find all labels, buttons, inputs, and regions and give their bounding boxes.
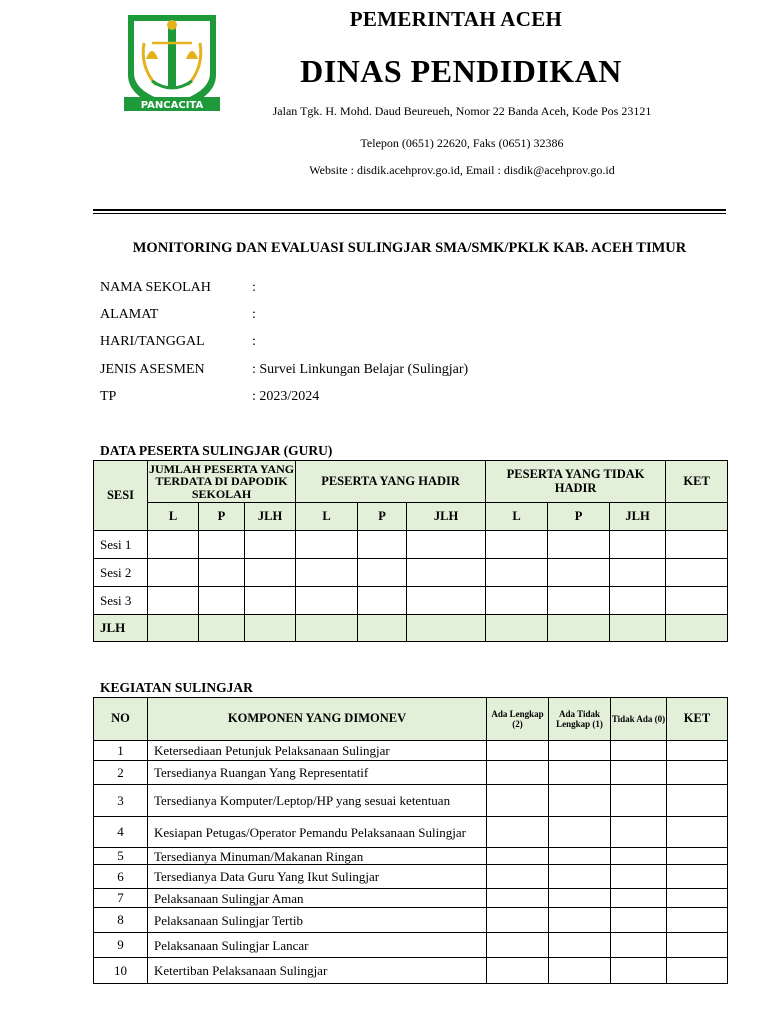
table-cell[interactable] bbox=[611, 908, 667, 933]
row-komponen: Tersedianya Data Guru Yang Ikut Sulingjar bbox=[148, 865, 487, 889]
table-cell[interactable] bbox=[487, 865, 549, 889]
field-label: HARI/TANGGAL bbox=[100, 334, 205, 349]
subheader-l: L bbox=[486, 503, 548, 531]
table-cell[interactable] bbox=[610, 531, 666, 559]
sesi-label: Sesi 3 bbox=[94, 587, 148, 615]
table-cell[interactable] bbox=[486, 559, 548, 587]
table-cell[interactable] bbox=[148, 531, 199, 559]
table-cell[interactable] bbox=[407, 615, 486, 642]
table-cell[interactable] bbox=[245, 615, 296, 642]
table-cell[interactable] bbox=[549, 865, 611, 889]
table-cell[interactable] bbox=[667, 865, 728, 889]
table-cell[interactable] bbox=[667, 761, 728, 785]
logo-caption: PANCACITA bbox=[140, 100, 204, 111]
table-cell[interactable] bbox=[486, 531, 548, 559]
document-title: MONITORING DAN EVALUASI SULINGJAR SMA/SMK/PKLK KAB. ACEH TIMUR bbox=[132, 240, 687, 256]
row-number: 1 bbox=[94, 741, 148, 761]
peserta-table bbox=[93, 460, 728, 642]
table-cell[interactable] bbox=[667, 848, 728, 865]
field-value: : bbox=[252, 280, 256, 295]
table-cell[interactable] bbox=[548, 531, 610, 559]
table-cell[interactable] bbox=[407, 531, 486, 559]
table-row-total bbox=[94, 615, 728, 642]
row-komponen: Pelaksanaan Sulingjar Lancar bbox=[148, 933, 487, 958]
header-government: PEMERINTAH ACEH bbox=[349, 7, 563, 31]
row-number: 8 bbox=[94, 908, 148, 933]
field-value: : 2023/2024 bbox=[252, 389, 320, 404]
field-label: TP bbox=[100, 389, 117, 404]
table-cell[interactable] bbox=[611, 958, 667, 984]
header-terdata: JUMLAH PESERTA YANG TERDATA DI DAPODIK SEKOLAH bbox=[148, 461, 295, 501]
table-row bbox=[94, 958, 728, 984]
header-ada-lengkap: Ada Lengkap (2) bbox=[487, 698, 549, 741]
table-cell[interactable] bbox=[199, 587, 245, 615]
row-number: 9 bbox=[94, 933, 148, 958]
table-cell[interactable] bbox=[487, 958, 549, 984]
header-tidak-hadir: PESERTA YANG TIDAK HADIR bbox=[486, 461, 666, 503]
table-row bbox=[94, 889, 728, 908]
table-cell[interactable] bbox=[245, 587, 296, 615]
table-cell[interactable] bbox=[610, 559, 666, 587]
table-cell[interactable] bbox=[358, 531, 407, 559]
table-cell[interactable] bbox=[407, 587, 486, 615]
subheader-jlh: JLH bbox=[245, 503, 296, 531]
row-number: 10 bbox=[94, 958, 148, 984]
row-number: 2 bbox=[94, 761, 148, 785]
table-cell[interactable] bbox=[667, 908, 728, 933]
subheader-ket-empty bbox=[666, 503, 728, 531]
field-value: : bbox=[252, 307, 256, 322]
table-cell[interactable] bbox=[666, 587, 728, 615]
subheader-p: P bbox=[358, 503, 407, 531]
row-komponen: Kesiapan Petugas/Operator Pemandu Pelaksanaan Sulingjar bbox=[148, 817, 487, 848]
header-agency: DINAS PENDIDIKAN bbox=[300, 53, 622, 89]
field-label: JENIS ASESMEN bbox=[100, 362, 205, 377]
table-cell[interactable] bbox=[296, 559, 358, 587]
header-ket: KET bbox=[667, 698, 728, 741]
header-website: Website : disdik.acehprov.go.id, Email : disdik@acehprov.go.id bbox=[309, 163, 615, 177]
row-komponen: Ketertiban Pelaksanaan Sulingjar bbox=[148, 958, 487, 984]
table-cell[interactable] bbox=[148, 615, 199, 642]
table-row bbox=[94, 933, 728, 958]
table-cell[interactable] bbox=[486, 587, 548, 615]
header-ada-tidak-lengkap: Ada Tidak Lengkap (1) bbox=[549, 698, 611, 741]
table-row bbox=[94, 559, 728, 587]
table-row bbox=[94, 761, 728, 785]
row-number: 5 bbox=[94, 848, 148, 865]
header-ket: KET bbox=[666, 461, 728, 503]
table-cell[interactable] bbox=[487, 908, 549, 933]
table-cell[interactable] bbox=[487, 817, 549, 848]
table-cell[interactable] bbox=[548, 615, 610, 642]
table-cell[interactable] bbox=[667, 741, 728, 761]
table-cell[interactable] bbox=[610, 615, 666, 642]
table-cell[interactable] bbox=[549, 889, 611, 908]
table-row bbox=[94, 741, 728, 761]
table-cell[interactable] bbox=[407, 559, 486, 587]
table-cell[interactable] bbox=[549, 785, 611, 817]
table-cell[interactable] bbox=[666, 531, 728, 559]
table-cell[interactable] bbox=[199, 559, 245, 587]
table-cell[interactable] bbox=[245, 559, 296, 587]
table-cell[interactable] bbox=[148, 587, 199, 615]
table-cell[interactable] bbox=[487, 848, 549, 865]
field-value: : Survei Linkungan Belajar (Sulingjar) bbox=[252, 362, 469, 377]
table-cell[interactable] bbox=[487, 761, 549, 785]
table-cell[interactable] bbox=[549, 958, 611, 984]
table-cell[interactable] bbox=[487, 933, 549, 958]
table-row bbox=[94, 531, 728, 559]
table-cell[interactable] bbox=[549, 761, 611, 785]
header-phone: Telepon (0651) 22620, Faks (0651) 32386 bbox=[360, 136, 564, 150]
subheader-p: P bbox=[199, 503, 245, 531]
table-row bbox=[94, 587, 728, 615]
table-cell[interactable] bbox=[487, 889, 549, 908]
row-komponen: Pelaksanaan Sulingjar Tertib bbox=[148, 908, 487, 933]
table-cell[interactable] bbox=[549, 741, 611, 761]
table-cell[interactable] bbox=[199, 531, 245, 559]
section-title-peserta: DATA PESERTA SULINGJAR (GURU) bbox=[100, 443, 333, 458]
field-value: : bbox=[252, 334, 256, 349]
table-cell[interactable] bbox=[487, 785, 549, 817]
subheader-jlh: JLH bbox=[610, 503, 666, 531]
row-number: 3 bbox=[94, 785, 148, 817]
table-cell[interactable] bbox=[666, 559, 728, 587]
field-label: ALAMAT bbox=[100, 307, 159, 322]
field-label: NAMA SEKOLAH bbox=[100, 280, 211, 295]
table-cell[interactable] bbox=[548, 559, 610, 587]
table-cell[interactable] bbox=[358, 587, 407, 615]
table-cell[interactable] bbox=[199, 615, 245, 642]
table-cell[interactable] bbox=[611, 817, 667, 848]
subheader-p: P bbox=[548, 503, 610, 531]
kegiatan-table bbox=[93, 697, 728, 984]
table-cell[interactable] bbox=[610, 587, 666, 615]
table-cell[interactable] bbox=[667, 889, 728, 908]
table-row bbox=[94, 865, 728, 889]
table-cell[interactable] bbox=[611, 889, 667, 908]
table-cell[interactable] bbox=[358, 615, 407, 642]
table-cell[interactable] bbox=[245, 531, 296, 559]
table-cell[interactable] bbox=[358, 559, 407, 587]
table-cell[interactable] bbox=[667, 933, 728, 958]
table-cell[interactable] bbox=[148, 559, 199, 587]
table-cell[interactable] bbox=[486, 615, 548, 642]
table-cell[interactable] bbox=[549, 933, 611, 958]
header-no: NO bbox=[94, 698, 148, 741]
table-cell[interactable] bbox=[611, 761, 667, 785]
table-cell[interactable] bbox=[296, 615, 358, 642]
row-komponen: Ketersediaan Petunjuk Pelaksanaan Sulingjar bbox=[148, 741, 487, 761]
table-cell[interactable] bbox=[611, 741, 667, 761]
subheader-l: L bbox=[296, 503, 358, 531]
header-sesi: SESI bbox=[94, 461, 148, 531]
table-row bbox=[94, 908, 728, 933]
section-title-kegiatan: KEGIATAN SULINGJAR bbox=[100, 680, 253, 695]
sesi-label: Sesi 2 bbox=[94, 559, 148, 587]
subheader-jlh: JLH bbox=[407, 503, 486, 531]
table-cell[interactable] bbox=[667, 958, 728, 984]
table-cell[interactable] bbox=[666, 615, 728, 642]
table-cell[interactable] bbox=[487, 741, 549, 761]
header-address: Jalan Tgk. H. Mohd. Daud Beureueh, Nomor 22 Banda Aceh, Kode Pos 23121 bbox=[272, 104, 652, 118]
table-cell[interactable] bbox=[611, 865, 667, 889]
header-komponen: KOMPONEN YANG DIMONEV bbox=[148, 698, 487, 741]
table-cell[interactable] bbox=[549, 817, 611, 848]
subheader-l: L bbox=[148, 503, 199, 531]
sesi-label: Sesi 1 bbox=[94, 531, 148, 559]
row-komponen: Tersedianya Minuman/Makanan Ringan bbox=[148, 848, 487, 865]
table-cell[interactable] bbox=[611, 848, 667, 865]
table-cell[interactable] bbox=[611, 933, 667, 958]
header-divider bbox=[93, 209, 726, 211]
header-divider-thin bbox=[93, 213, 726, 214]
header-hadir: PESERTA YANG HADIR bbox=[296, 461, 486, 503]
table-cell[interactable] bbox=[611, 785, 667, 817]
table-row bbox=[94, 785, 728, 817]
row-number: 4 bbox=[94, 817, 148, 848]
total-label: JLH bbox=[94, 615, 148, 642]
table-cell[interactable] bbox=[296, 531, 358, 559]
row-komponen: Tersedianya Komputer/Leptop/HP yang sesuai ketentuan bbox=[148, 785, 487, 817]
table-cell[interactable] bbox=[667, 817, 728, 848]
row-number: 6 bbox=[94, 865, 148, 889]
header-tidak-ada: Tidak Ada (0) bbox=[611, 698, 667, 741]
table-cell[interactable] bbox=[549, 908, 611, 933]
pancacita-emblem-icon bbox=[122, 13, 222, 113]
table-cell[interactable] bbox=[548, 587, 610, 615]
table-cell[interactable] bbox=[667, 785, 728, 817]
table-row bbox=[94, 848, 728, 865]
table-cell[interactable] bbox=[296, 587, 358, 615]
table-cell[interactable] bbox=[549, 848, 611, 865]
row-komponen: Pelaksanaan Sulingjar Aman bbox=[148, 889, 487, 908]
row-komponen: Tersedianya Ruangan Yang Representatif bbox=[148, 761, 487, 785]
table-row bbox=[94, 817, 728, 848]
row-number: 7 bbox=[94, 889, 148, 908]
